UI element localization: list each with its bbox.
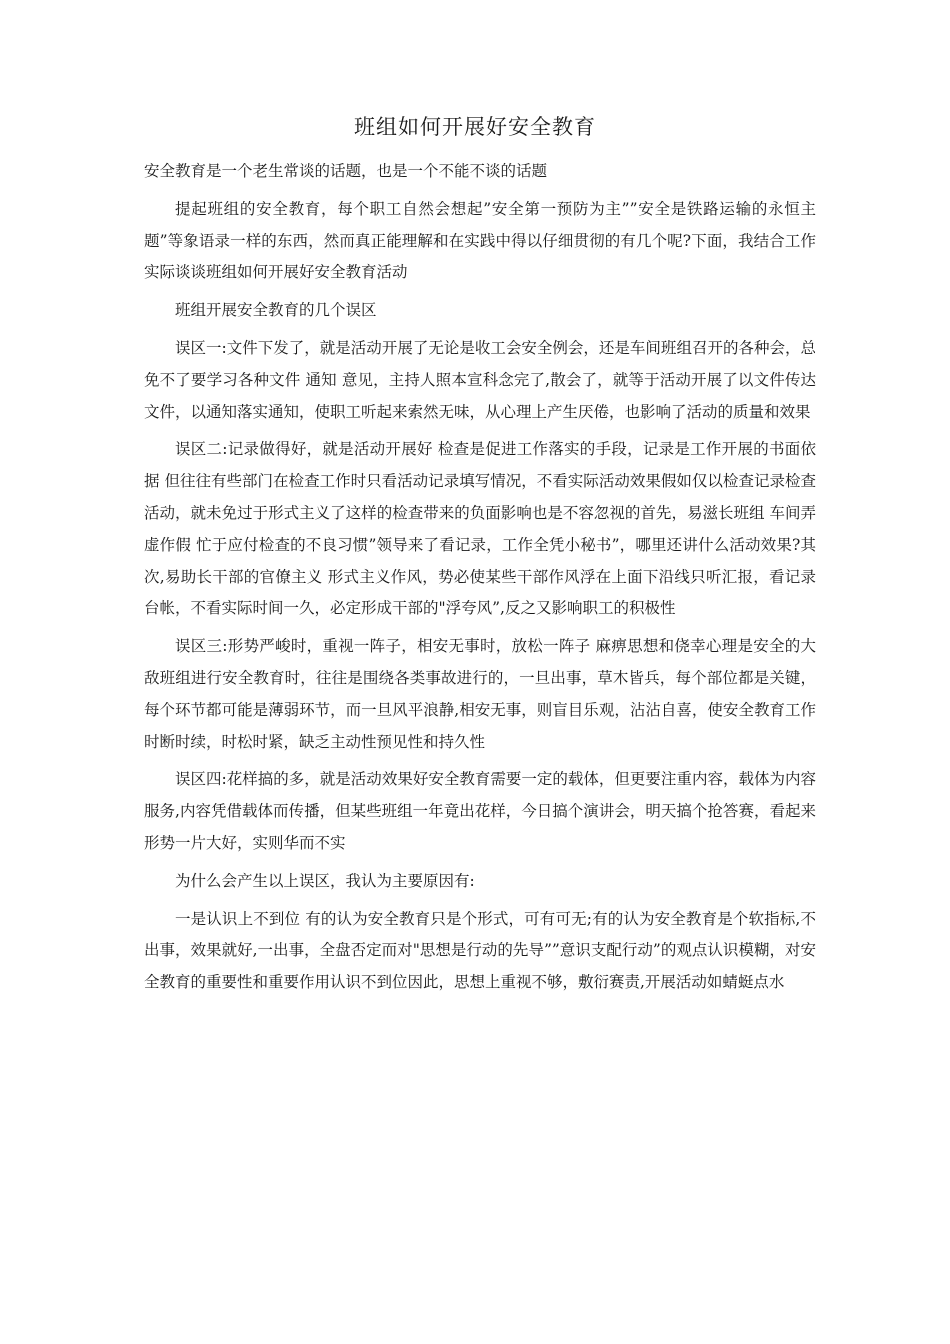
document-title: 班组如何开展好安全教育 xyxy=(354,115,596,139)
intro-paragraph: 安全教育是一个老生常谈的话题，也是一个不能不谈的话题 xyxy=(144,162,548,180)
body-paragraph: 误区一:文件下发了，就是活动开展了无论是收工会安全例会，还是车间班组召开的各种会，总免不了要学习各种文件 通知 意见，主持人照本宣科念完了,散会了，就等于活动开展了以文件传达文件，以通知落实通知，使职工听起来索然无味，从心理上产生厌倦，也影响了活动的质量和效果 xyxy=(144,338,816,421)
document-body xyxy=(144,156,816,999)
body-paragraph: 提起班组的安全教育，每个职工自然会想起”安全第一预防为主””安全是铁路运输的永恒主题”等象语录一样的东西，然而真正能理解和在实践中得以仔细贯彻的有几个呢?下面，我结合工作实际谈谈班组如何开展好安全教育活动 xyxy=(144,199,816,282)
body-paragraph: 误区四:花样搞的多，就是活动效果好安全教育需要一定的载体，但更要注重内容，载体为内容服务,内容凭借载体而传播，但某些班组一年竟出花样，今日搞个演讲会，明天搞个抢答赛，看起来形势一片大好，实则华而不实 xyxy=(144,770,816,852)
body-paragraph: 一是认识上不到位 有的认为安全教育只是个形式，可有可无;有的认为安全教育是个软指标,不出事，效果就好,一出事，全盘否定而对"思想是行动的先导””意识支配行动”的观点认识模糊，对安全教育的重要性和重要作用认识不到位因此，思想上重视不够，敷衍赛责,开展活动如蜻蜓点水 xyxy=(144,909,816,992)
body-paragraph: 误区二:记录做得好，就是活动开展好 检查是促进工作落实的手段，记录是工作开展的书面依据 但往往有些部门在检查工作时只看活动记录填写情况，不看实际活动效果假如仅以检查记录检查活动，就未免过于形式主义了这样的检查带来的负面影响也是不容忽视的首先，易滋长班组 车间弄虚作假 忙于应付检查的不良习惯”领导来了看记录，工作全凭小秘书”，哪里还讲什么活动效果?其次,易助长干部的官僚主义 形式主义作风，势必使某些干部作风浮在上面下沿线只听汇报，看记录台帐，不看实际时间一久，必定形成干部的"浮夸风”,反之又影响职工的积极性 xyxy=(144,440,816,618)
body-paragraph: 为什么会产生以上误区，我认为主要原因有: xyxy=(175,871,475,890)
section-heading: 班组开展安全教育的几个误区 xyxy=(175,301,377,320)
body-paragraph: 误区三:形势严峻时，重视一阵子，相安无事时，放松一阵子 麻痹思想和侥幸心理是安全的大敌班组进行安全教育时，往往是围绕各类事故进行的，一旦出事，草木皆兵，每个部位都是关键，每个环节都可能是薄弱环节，而一旦风平浪静,相安无事，则盲目乐观，沾沾自喜，使安全教育工作时断时续，时松时紧，缺乏主动性预见性和持久性 xyxy=(144,637,816,751)
